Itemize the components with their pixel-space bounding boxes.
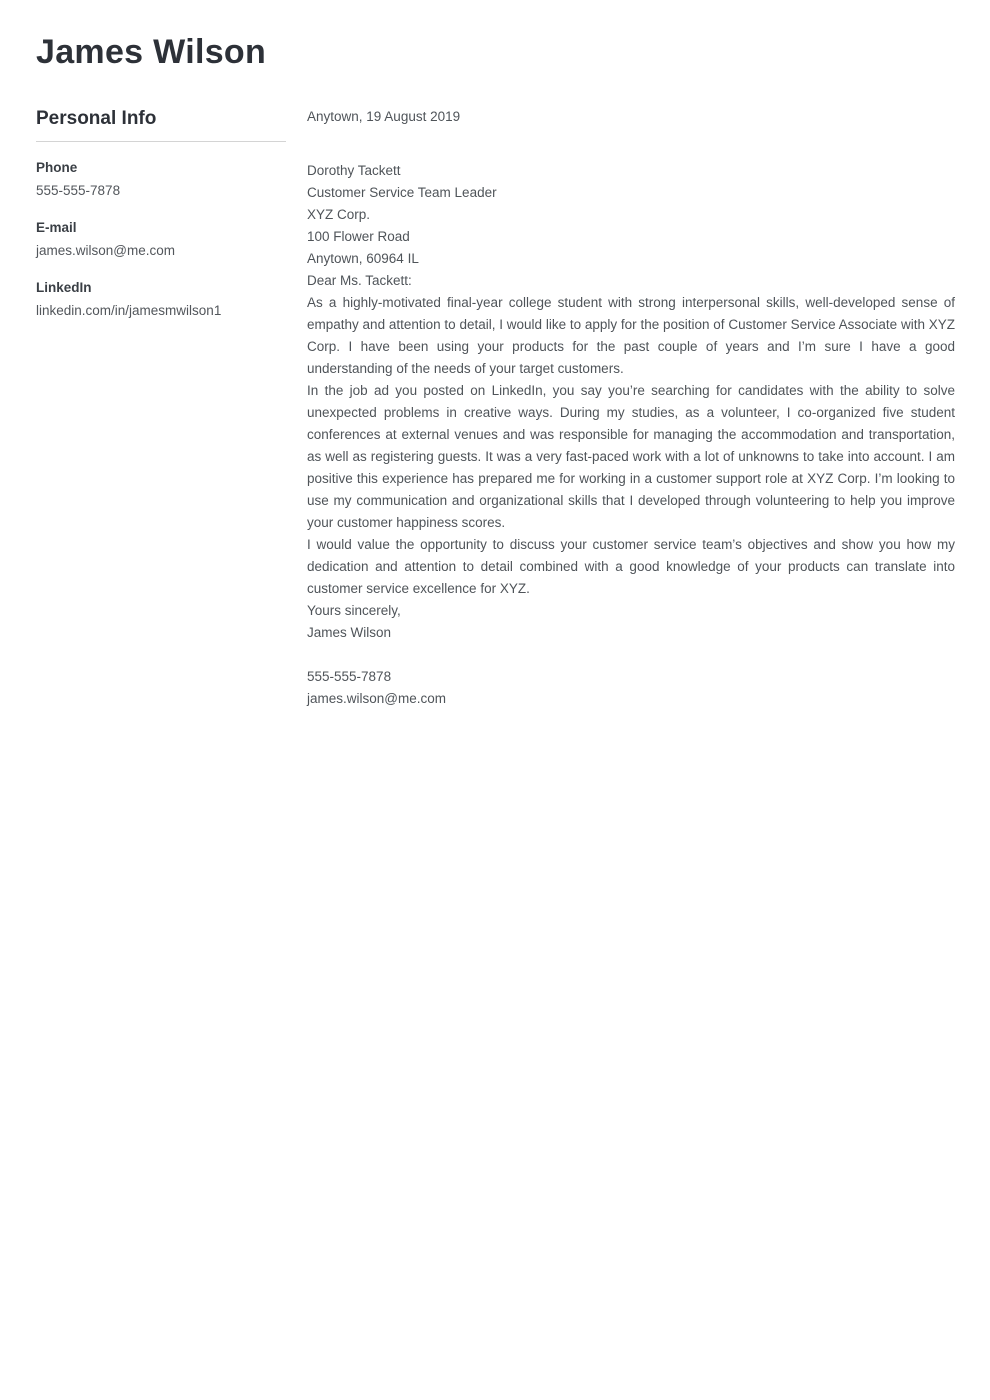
recipient-block — [307, 160, 955, 270]
phone-value: 555-555-7878 — [36, 183, 121, 198]
email-value: james.wilson@me.com — [36, 243, 175, 258]
personal-info-sidebar — [36, 108, 286, 322]
sidebar-item-email — [36, 217, 286, 262]
linkedin-value: linkedin.com/in/jamesmwilson1 — [36, 303, 222, 318]
sidebar-item-linkedin — [36, 277, 286, 322]
sidebar-heading: Personal Info — [36, 108, 286, 142]
signature-name: James Wilson — [307, 625, 392, 640]
sidebar-item-phone — [36, 157, 286, 202]
signature-email: james.wilson@me.com — [307, 691, 446, 706]
paragraph-call-to-action: I would value the opportunity to discuss your customer service team’s objectives and show you how my dedication and attention to detail combined with a good knowledge of your products can translate into customer service excellence for XYZ. — [307, 537, 955, 596]
recipient-job-title: Customer Service Team Leader — [307, 185, 497, 200]
salutation: Dear Ms. Tackett: — [307, 273, 412, 288]
signature-contact-block — [307, 666, 955, 710]
email-label: E-mail — [36, 220, 77, 235]
paragraph-experience: In the job ad you posted on LinkedIn, you say you’re searching for candidates with the ability to solve unexpected problems in creative ways. During my studies, as a volunteer, I co-organized five student conferences at external venues and was responsible for managing the accommodation and transportation, as well as registering guests. It was a very fast-paced work with a lot of unknowns to take into account. I am positive this experience has prepared me for working in a customer support role at XYZ Corp. I’m looking to use my communication and organizational skills that I developed through volunteering to help you improve your customer happiness scores. — [307, 383, 955, 530]
recipient-company: XYZ Corp. — [307, 207, 371, 222]
recipient-street: 100 Flower Road — [307, 229, 410, 244]
paragraph-intro: As a highly-motivated final-year college student with strong interpersonal skills, well-developed sense of empathy and attention to detail, I would like to apply for the position of Customer Service Associate with XYZ Corp. I have been using your products for the past couple of years and I’m sure I have a good understanding of the needs of your target customers. — [307, 295, 955, 376]
signature-phone: 555-555-7878 — [307, 669, 392, 684]
date-line: Anytown, 19 August 2019 — [307, 109, 461, 124]
recipient-name: Dorothy Tackett — [307, 163, 401, 178]
linkedin-label: LinkedIn — [36, 280, 92, 295]
phone-label: Phone — [36, 160, 78, 175]
recipient-city: Anytown, 60964 IL — [307, 251, 419, 266]
letter-body — [307, 106, 955, 710]
closing-line: Yours sincerely, — [307, 603, 401, 618]
page-title: James Wilson — [36, 33, 267, 71]
